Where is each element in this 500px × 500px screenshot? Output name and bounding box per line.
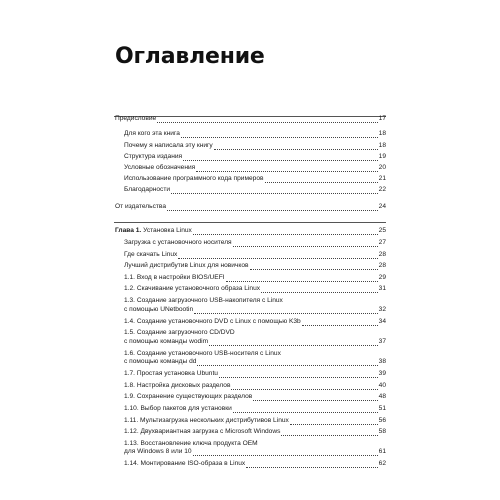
toc-page-number: 58 bbox=[378, 428, 386, 436]
leader-dots bbox=[231, 383, 377, 390]
leader-dots bbox=[233, 406, 378, 413]
leader-dots bbox=[167, 204, 378, 211]
toc-page-number: 40 bbox=[378, 381, 386, 389]
toc-page-number: 37 bbox=[378, 337, 386, 345]
toc-page-number: 28 bbox=[378, 250, 386, 258]
toc-entry-label: Условные обозначения bbox=[124, 164, 196, 171]
leader-dots bbox=[253, 394, 377, 401]
leader-dots bbox=[219, 371, 378, 378]
leader-dots bbox=[183, 154, 378, 161]
toc-entry-label: Почему я написала эту книгу bbox=[124, 142, 213, 149]
toc-entry[interactable] bbox=[124, 152, 386, 161]
toc-entry-label: с помощью команды wodim bbox=[124, 337, 209, 345]
toc-entry-label: 1.12. Двухвариантная загрузка с Microsoft Windows bbox=[124, 428, 281, 436]
toc-entry[interactable] bbox=[124, 357, 386, 366]
toc-entry[interactable] bbox=[124, 381, 386, 390]
toc-entry-label: Использование программного кода примеров bbox=[124, 175, 264, 182]
toc-entry-line1: 1.3. Создание загрузочного USB-накопителя с Linux bbox=[124, 297, 283, 304]
leader-dots bbox=[265, 176, 378, 183]
toc-entry-label: с помощью UNetbootin bbox=[124, 305, 194, 313]
toc-page-number: 18 bbox=[378, 130, 386, 137]
leader-dots bbox=[171, 187, 378, 194]
toc-entry-label: 1.10. Выбор пакетов для установки bbox=[124, 404, 232, 412]
toc-page-number: 19 bbox=[378, 153, 386, 160]
leader-dots bbox=[233, 240, 378, 247]
toc-entry[interactable] bbox=[124, 392, 386, 401]
toc-entry[interactable] bbox=[124, 261, 386, 270]
toc-entry-label: для Windows 8 или 10 bbox=[124, 448, 192, 456]
leader-dots bbox=[196, 165, 377, 172]
leader-dots bbox=[214, 143, 378, 150]
toc-page-number: 38 bbox=[378, 358, 386, 366]
toc-entry-label: От издательства bbox=[115, 203, 167, 210]
leader-dots bbox=[261, 286, 378, 293]
toc-entry[interactable] bbox=[115, 226, 386, 235]
toc-entry-label: 1.2. Скачивание установочного образа Linux bbox=[124, 285, 261, 293]
toc-entry[interactable] bbox=[124, 305, 386, 314]
toc-entry-line1: 1.6. Создание установочного USB-носителя с Linux bbox=[124, 349, 281, 357]
toc-entry[interactable] bbox=[124, 141, 386, 150]
leader-dots bbox=[178, 252, 377, 259]
toc-page-number: 17 bbox=[378, 115, 386, 122]
toc-entry[interactable] bbox=[124, 404, 386, 413]
toc-page-number: 51 bbox=[378, 404, 386, 412]
toc-page-number: 32 bbox=[378, 305, 386, 313]
toc-page-number: 29 bbox=[378, 273, 386, 281]
toc-entry[interactable] bbox=[124, 174, 386, 183]
toc-page-number: 21 bbox=[378, 175, 386, 182]
leader-dots bbox=[281, 429, 377, 436]
leader-dots bbox=[197, 359, 377, 366]
toc-entry-label: Загрузка с установочного носителя bbox=[124, 239, 232, 246]
leader-dots bbox=[181, 131, 378, 138]
toc-entry[interactable] bbox=[124, 163, 386, 172]
toc-page-number: 61 bbox=[378, 448, 386, 456]
toc-page-number: 18 bbox=[378, 142, 386, 149]
leader-dots bbox=[302, 319, 378, 326]
page-title: Оглавление bbox=[115, 44, 265, 69]
toc-entry-label: 1.1. Вход в настройки BIOS/UEFI bbox=[124, 273, 225, 281]
toc-entry[interactable] bbox=[124, 317, 386, 326]
toc-entry-label: Благодарности bbox=[124, 186, 171, 193]
toc-page-number: 56 bbox=[378, 416, 386, 424]
toc-entry[interactable] bbox=[124, 427, 386, 436]
toc-page-number: 25 bbox=[378, 227, 386, 234]
toc-entry-label: 1.11. Мультизагрузка нескольких дистрибутивов Linux bbox=[124, 416, 289, 424]
toc-entry-label: Лучший дистрибутив Linux для новичков bbox=[124, 262, 249, 270]
toc-entry[interactable] bbox=[124, 337, 386, 346]
toc-page-number: 31 bbox=[378, 285, 386, 293]
toc-entry-label: 1.4. Создание установочного DVD с Linux с помощью K3b bbox=[124, 317, 301, 325]
leader-dots bbox=[246, 461, 377, 468]
toc-page-number: 20 bbox=[378, 164, 386, 171]
toc-entry[interactable] bbox=[124, 284, 386, 293]
toc-entry[interactable] bbox=[124, 250, 386, 259]
toc-entry-label: Где скачать Linux bbox=[124, 250, 178, 258]
leader-dots bbox=[226, 275, 378, 282]
toc-entry[interactable] bbox=[124, 185, 386, 194]
toc-page-number: 48 bbox=[378, 393, 386, 401]
chapter-number: Глава 1. bbox=[115, 227, 142, 234]
toc-entry-label: 1.8. Настройка дисковых разделов bbox=[124, 381, 231, 389]
toc-entry[interactable] bbox=[124, 416, 386, 425]
toc-page-number: 39 bbox=[378, 370, 386, 378]
toc-entry[interactable] bbox=[115, 114, 386, 123]
toc-entry-label: 1.14. Монтирование ISO-образа в Linux bbox=[124, 460, 246, 468]
toc-entry-line1: 1.5. Создание загрузочного CD/DVD bbox=[124, 329, 235, 337]
toc-page-number: 62 bbox=[378, 460, 386, 468]
toc-entry[interactable] bbox=[124, 369, 386, 378]
toc-entry[interactable] bbox=[124, 129, 386, 138]
leader-dots bbox=[193, 228, 378, 235]
toc-entry-line1: 1.13. Восстановление ключа продукта OEM bbox=[124, 439, 258, 447]
toc-page-number: 22 bbox=[378, 186, 386, 193]
toc-entry[interactable] bbox=[124, 459, 386, 468]
leader-dots bbox=[157, 116, 377, 123]
leader-dots bbox=[250, 263, 378, 270]
toc-entry[interactable] bbox=[115, 202, 386, 211]
toc-entry-label: 1.7. Простая установка Ubuntu bbox=[124, 370, 218, 378]
toc-entry[interactable] bbox=[124, 273, 386, 282]
toc-entry-label: Для кого эта книга bbox=[124, 130, 180, 137]
toc-entry-label: Предисловие bbox=[115, 115, 157, 122]
toc-entry[interactable] bbox=[124, 238, 386, 247]
toc-page-number: 28 bbox=[378, 262, 386, 270]
toc-entry[interactable] bbox=[124, 447, 386, 456]
toc-page-number: 27 bbox=[378, 239, 386, 246]
toc-entry-label: 1.9. Сохранение существующих разделов bbox=[124, 393, 253, 401]
leader-dots bbox=[209, 339, 378, 346]
leader-dots bbox=[194, 307, 377, 314]
toc-entry-label: Структура издания bbox=[124, 153, 183, 160]
toc-entry-label: с помощью команды dd bbox=[124, 358, 197, 366]
toc-page-number: 34 bbox=[378, 317, 386, 325]
leader-dots bbox=[290, 418, 378, 425]
leader-dots bbox=[193, 449, 378, 456]
toc-page-number: 24 bbox=[378, 203, 386, 210]
toc-entry-label bbox=[115, 226, 192, 235]
chapter-title: Установка Linux bbox=[141, 227, 192, 234]
